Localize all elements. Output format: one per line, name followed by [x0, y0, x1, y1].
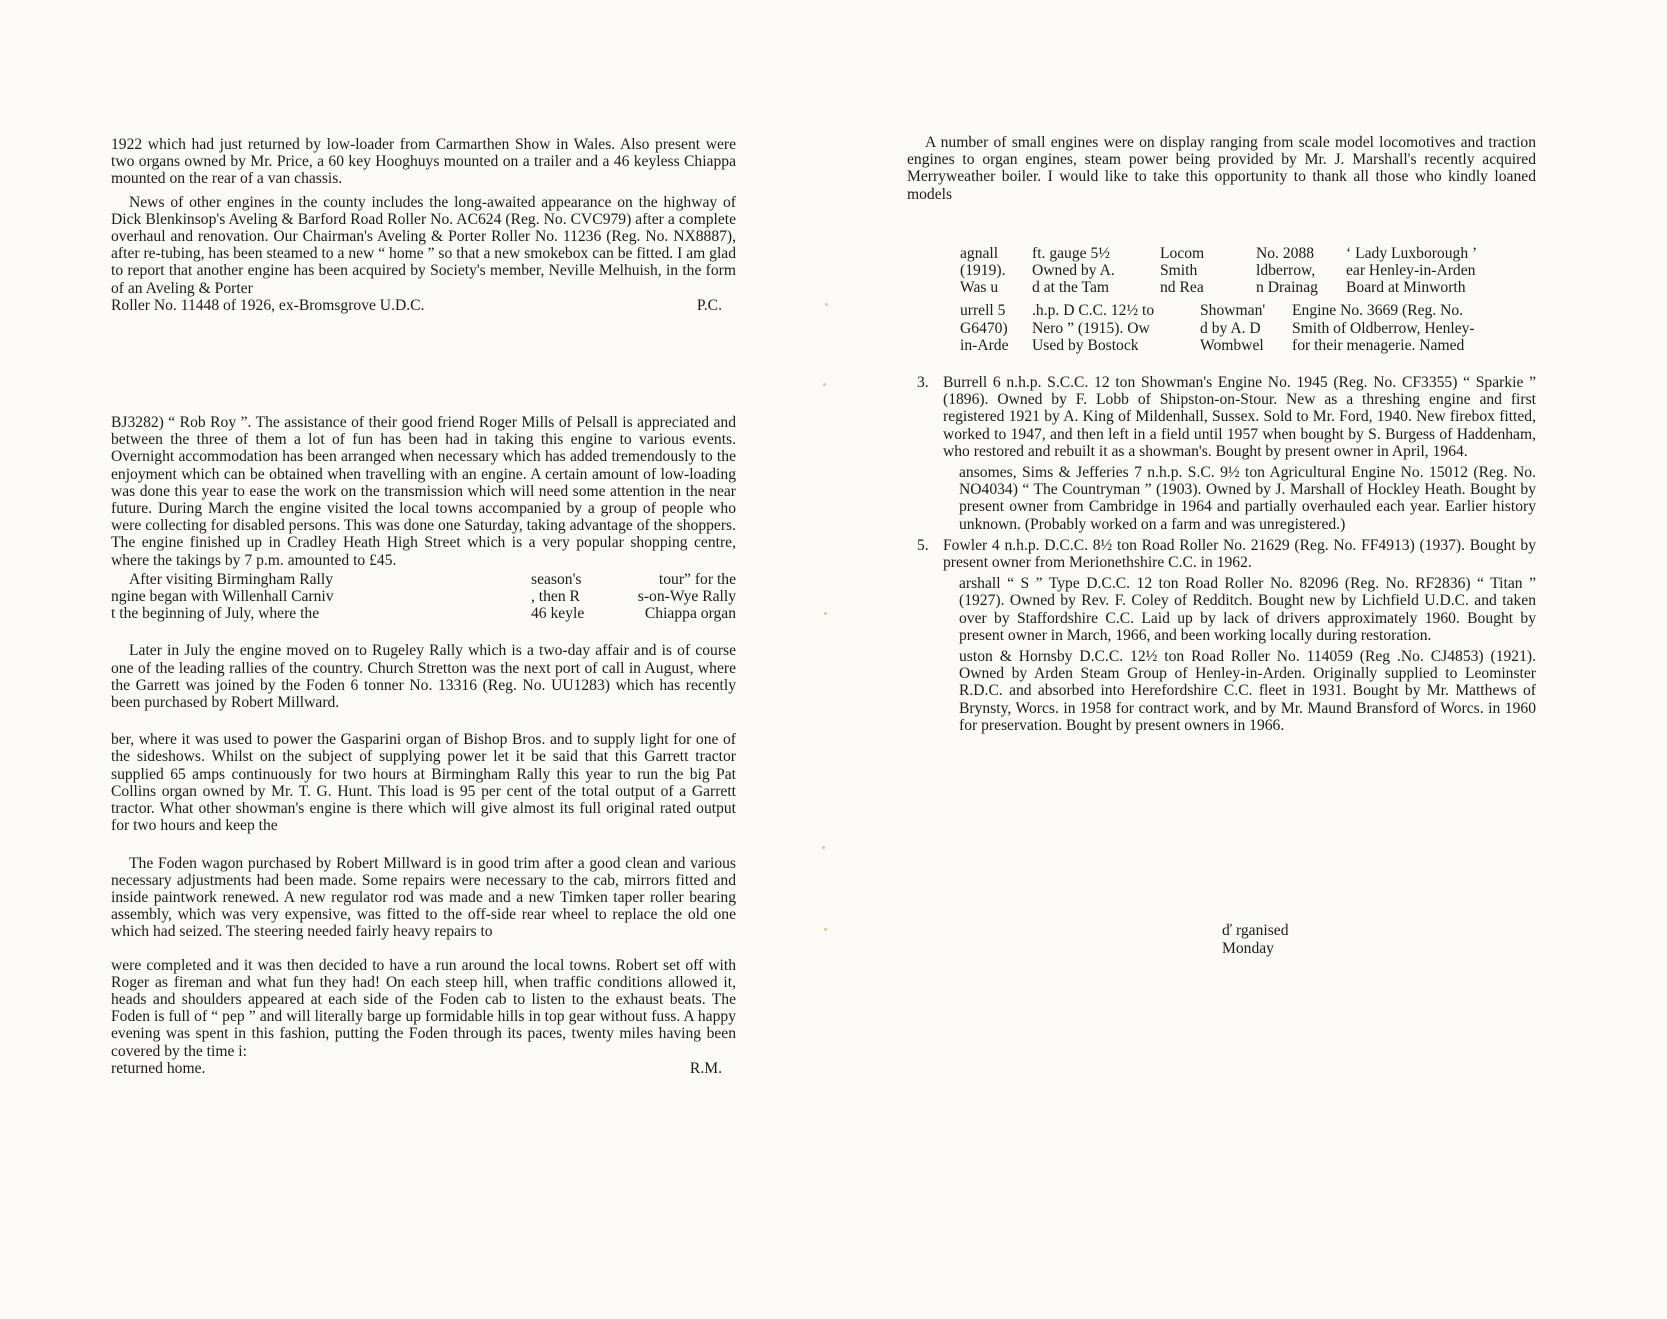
fragment-cell: d by A. D [1200, 319, 1261, 337]
right-tail-fragment [1222, 922, 1289, 957]
fragment-cell: Smith [1160, 262, 1198, 280]
left-paragraph-3: BJ3282) “ Rob Roy ”. The assistance of their good friend Roger Mills of Pelsall is appreciated and between the three of them a lot of fun has been had in taking this engine to various events. Overnight accommodation has been arranged when necessary which has added tremendously to the enjoyment which can be obtained when travelling with an engine. A certain amount of low-loading was done this year to ease the work on the transmission which will need some attention in the near future. During March the engine visited the local towns accompanied by a group of people who were collecting for disabled persons. This was done one Saturday, taking advantage of the shoppers. The engine finished up in Cradley Heath High Street which is a very popular shopping centre, where the takings by 7 p.m. amounted to £45. [111, 414, 736, 569]
left-fragment-lines [111, 571, 736, 623]
fragment-cell: Wombwel [1200, 336, 1264, 354]
fragment-cell: s-on-Wye Rally [637, 588, 736, 606]
list-item-5 [917, 537, 1536, 571]
fold-mark [825, 303, 828, 306]
fragment-cell: ear Henley-in-Arden [1346, 262, 1476, 280]
list-item-text: Fowler 4 n.h.p. D.C.C. 8½ ton Road Roller No. 21629 (Reg. No. FF4913) (1937). Bought by present owner from Merionethshire C.C. in 1962. [943, 536, 1536, 572]
left-paragraph-1: 1922 which had just returned by low-loader from Carmarthen Show in Wales. Also present were two organs owned by Mr. Price, a 60 key Hooghuys mounted on a trailer and a 46 keyless Chiappa mounted on the rear of a van chassis. [111, 136, 736, 188]
right-fragment-2 [907, 302, 1536, 354]
fragment-cell: Smith of Oldberrow, Henley- [1292, 319, 1475, 337]
fold-mark [824, 612, 827, 615]
fold-mark [822, 846, 825, 849]
tail-line-2: Monday [1222, 939, 1274, 957]
list-item-number: 3. [917, 374, 929, 392]
fragment-cell: Engine No. 3669 (Reg. No. [1292, 302, 1464, 320]
left-paragraph-7: were completed and it was then decided to have a run around the local towns. Robert set off with Roger as fireman and what fun they had! On each steep hill, when traffic conditions allowed it, heads and shoulders appeared at each side of the Foden cab to listen to the exhaust beats. The Foden is full of “ pep ” and will literally barge up formidable hills in top gear without fuss. A happy evening was spent in this fashion, putting the Foden through its paces, twenty miles having been covered by the time i: [111, 956, 736, 1060]
fragment-cell: (1919). [960, 262, 1006, 280]
left-paragraph-4: Later in July the engine moved on to Rugeley Rally which is a two-day affair and is of course one of the leading rallies of the country. Church Stretton was the next port of call in August, where the Garrett was joined by the Foden 6 tonner No. 13316 (Reg. No. UU1283) which has recently been purchased by Robert Millward. [111, 642, 736, 712]
left-paragraph-2: News of other engines in the county includes the long-awaited appearance on the highway of Dick Blenkinsop's Aveling & Barford Road Roller No. AC624 (Reg. No. CVC979) after a complete overhaul and renovation. Our Chairman's Aveling & Porter Roller No. 11236 (Reg. No. NX8887), after re-tubing, has been steamed to a new “ home ” so that a new smokebox can be fitted. I am glad to report that another engine has been acquired by Society's member, Neville Melhuish, in the form of an Aveling & Porter [111, 193, 736, 297]
fragment-cell: ‘ Lady Luxborough ’ [1346, 244, 1478, 262]
signature-pc: P.C. [696, 296, 722, 314]
fragment-cell: Locom [1160, 244, 1205, 262]
fragment-cell: , then R [531, 588, 580, 606]
left-paragraph-2-last-line: Roller No. 11448 of 1926, ex-Bromsgrove U.D.C. [111, 296, 425, 314]
fragment-cell: Was u [960, 279, 999, 297]
signature-rm: R.M. [689, 1059, 722, 1077]
fragment-cell: No. 2088 [1256, 244, 1315, 262]
right-fragment-1 [907, 245, 1536, 297]
fragment-cell: agnall [960, 244, 999, 262]
fragment-cell: ngine began with Willenhall Carniv [111, 588, 334, 606]
fragment-cell: Showman' [1200, 302, 1266, 320]
list-item-4: ansomes, Sims & Jefferies 7 n.h.p. S.C. 9½ ton Agricultural Engine No. 15012 (Reg. No. NO4034) “ The Countryman ” (1903). Owned by J. Marshall of Hockley Heath. Bought by present owner from Cambridge in 1964 and partially overhauled each year. Earlier history unknown. (Probably worked on a farm and was unregistered.) [959, 464, 1536, 533]
fold-mark [824, 928, 827, 931]
left-paragraph-5: ber, where it was used to power the Gasparini organ of Bishop Bros. and to supply light for one of the sideshows. Whilst on the subject of supplying power let it be said that this Garrett tractor supplied 65 amps continuously for two hours at Birmingham Rally this year to run the big Pat Collins organ owned by Mr. T. G. Hunt. This load is 95 per cent of the total output of a Garrett tractor. What other showman's engine is there which will give almost its full original rated output for two hours and keep the [111, 731, 736, 835]
left-paragraph-7-last-line: returned home. [111, 1059, 206, 1077]
fragment-cell: t the beginning of July, where the [111, 605, 320, 623]
left-paragraph-2-ending [111, 297, 736, 314]
left-paragraph-6: The Foden wagon purchased by Robert Millward is in good trim after a good clean and various necessary adjustments had been made. Some repairs were necessary to the cab, mirrors fitted and inside paintwork renewed. A new regulator rod was made and a new Timken taper roller bearing assembly, which was very expensive, was fitted to the off-side rear wheel to replace the old one which had seized. The steering needed fairly heavy repairs to [111, 854, 736, 941]
fragment-cell: ldberrow, [1256, 262, 1316, 280]
left-paragraph-7-ending [111, 1060, 736, 1077]
fragment-cell: After visiting Birmingham Rally [129, 570, 333, 588]
fragment-cell: for their menagerie. Named [1292, 336, 1465, 354]
fragment-cell: season's [531, 570, 582, 588]
fragment-cell: tour” for the [658, 570, 736, 588]
fragment-cell: d at the Tam [1032, 279, 1110, 297]
fragment-cell: n Drainag [1256, 279, 1318, 297]
fragment-cell: Used by Bostock [1032, 336, 1139, 354]
list-item-3 [917, 374, 1536, 460]
fragment-cell: Owned by A. [1032, 262, 1115, 280]
fragment-cell: Board at Minworth [1346, 279, 1466, 297]
fragment-cell: G6470) [960, 319, 1008, 337]
fragment-cell: nd Rea [1160, 279, 1204, 297]
list-item-7: uston & Hornsby D.C.C. 12½ ton Road Roller No. 114059 (Reg .No. CJ4853) (1921). Owned by Arden Steam Group of Henley-in-Arden. Originally supplied to Leominster R.D.C. and absorbed into Herefordshire C.C. fleet in 1931. Bought by Mr. Matthews of Brynsty, Worcs. in 1958 for contract work, and by Mr. Maund Bransford of Worcs. in 1960 for preservation. Bought by present owners in 1966. [959, 648, 1536, 734]
fragment-cell: urrell 5 [960, 302, 1006, 320]
fragment-cell: Nero ” (1915). Ow [1032, 319, 1150, 337]
right-paragraph-1: A number of small engines were on display ranging from scale model locomotives and traction engines to organ engines, steam power being provided by Mr. J. Marshall's recently acquired Merryweather boiler. I would like to take this opportunity to thank all those who kindly loaned models [907, 134, 1536, 203]
fold-mark [823, 383, 826, 386]
list-item-number: 5. [917, 536, 929, 554]
fragment-cell: 46 keyle [531, 605, 585, 623]
tail-line-1: ď rganised [1222, 922, 1289, 939]
list-item-6: arshall “ S ” Type D.C.C. 12 ton Road Roller No. 82096 (Reg. No. RF2836) “ Titan ” (1927). Owned by Rev. F. Coley of Redditch. Bought new by Lichfield U.D.C. and taken over by Staffordshire C.C. Laid up by lack of drivers approximately 1960. Bought by present owner in March, 1966, and been working locally during restoration. [959, 575, 1536, 644]
fragment-cell: in-Arde [960, 336, 1009, 354]
right-column [907, 134, 1536, 734]
fragment-cell: Chiappa organ [644, 605, 736, 623]
fragment-cell: ft. gauge 5½ [1032, 244, 1110, 262]
list-item-text: Burrell 6 n.h.p. S.C.C. 12 ton Showman's Engine No. 1945 (Reg. No. CF3355) “ Sparkie ” (1896). Owned by F. Lobb of Shipston-on-Stour. New as a threshing engine and first registered 1921 by A. King of Mildenhall, Sussex. Sold to Mr. Ford, 1940. New firebox fitted, worked to 1947, and then left in a field until 1957 when bought by S. Burgess of Haddenham, who restored and rebuilt it as a showman's. Bought by present owner in April, 1964. [943, 374, 1536, 460]
left-column [111, 136, 736, 1077]
fragment-cell: .h.p. D C.C. 12½ to [1032, 302, 1155, 320]
